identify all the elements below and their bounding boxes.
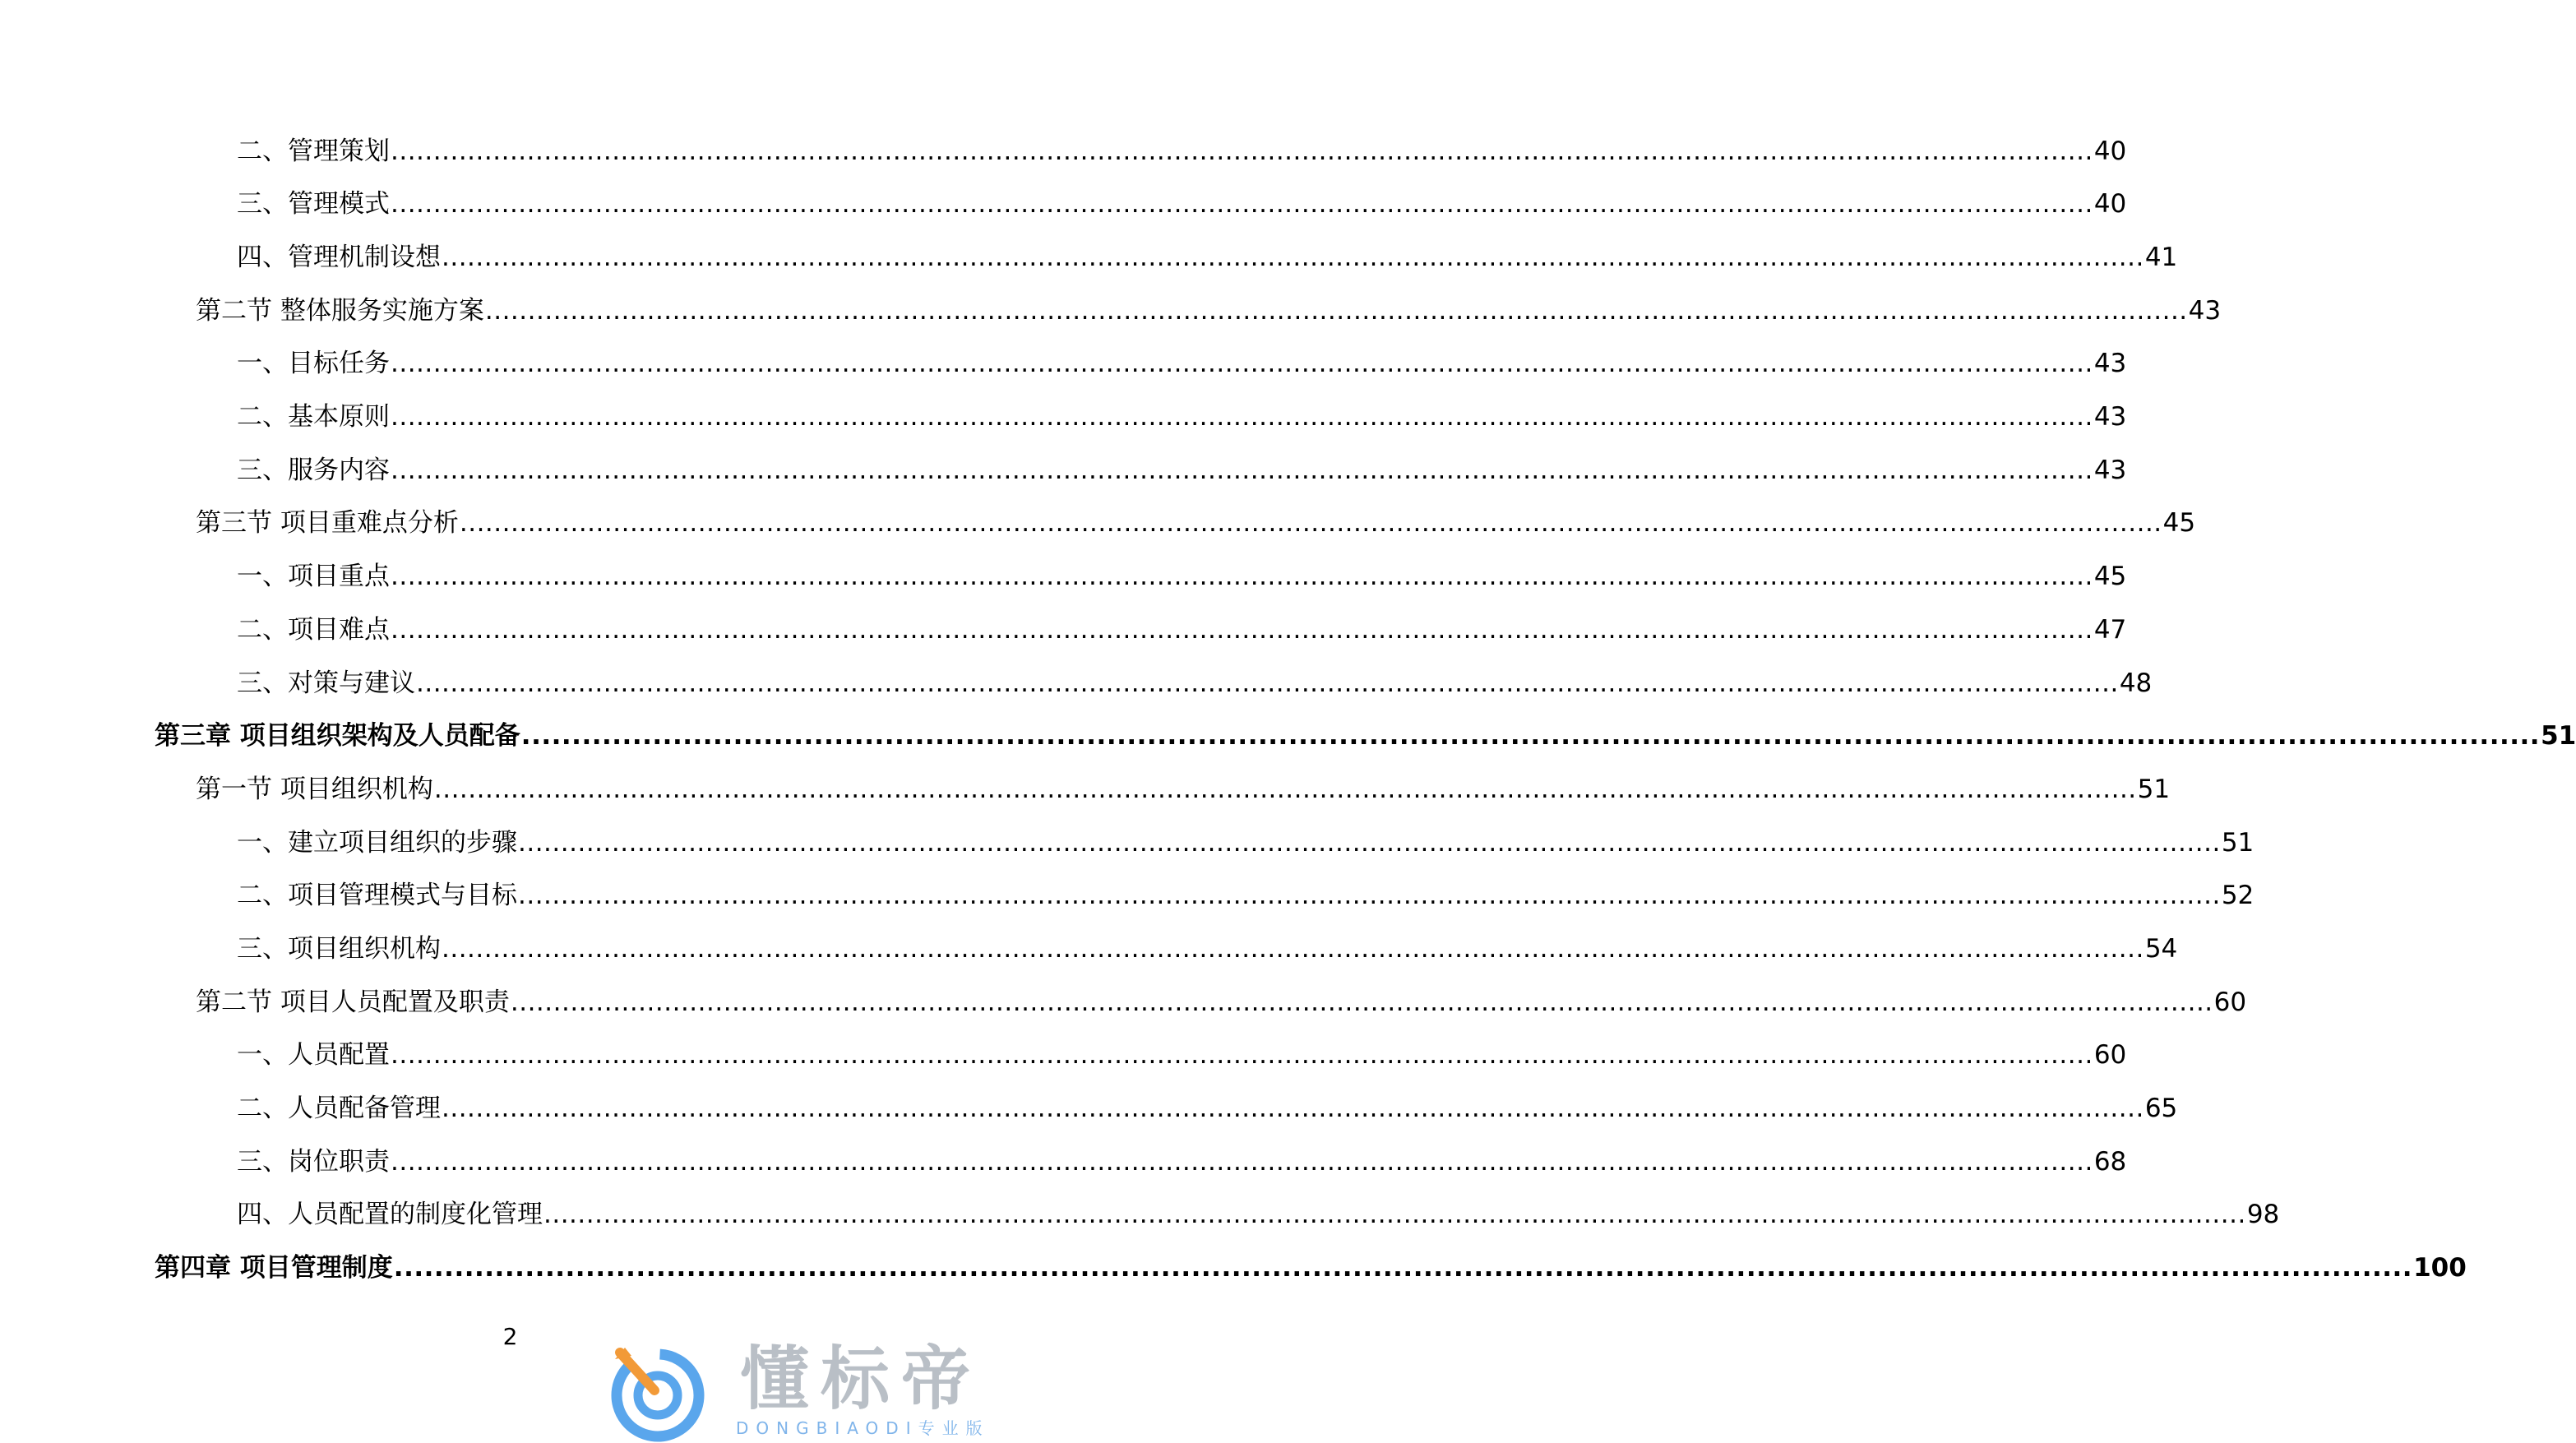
page-number: 2 — [502, 1323, 518, 1350]
toc-dot-leader: ........................................................................................................................................................................................................ — [518, 828, 2221, 858]
toc-dot-leader: ........................................................................................................................................................................................................ — [391, 1040, 2093, 1070]
toc-entry-page: 60 — [2093, 1040, 2127, 1070]
toc-entry[interactable] — [237, 825, 2255, 861]
toc-entry[interactable] — [155, 1250, 2467, 1286]
toc-entry[interactable] — [196, 984, 2247, 1020]
toc-entry-title: 四、人员配置的制度化管理 — [237, 1200, 543, 1229]
toc-dot-leader: ........................................................................................................................................................................................................ — [391, 189, 2093, 219]
toc-entry-title: 三、管理模式 — [237, 189, 390, 219]
toc-dot-leader: ........................................................................................................................................................................................................ — [393, 1253, 2413, 1283]
toc-dot-leader: ........................................................................................................................................................................................................ — [459, 508, 2162, 538]
toc-entry[interactable] — [237, 345, 2127, 382]
toc-entry-title: 一、建立项目组织的步骤 — [237, 828, 517, 858]
toc-entry-page: 68 — [2093, 1147, 2127, 1177]
toc-entry-page: 48 — [2119, 668, 2153, 698]
toc-dot-leader: ........................................................................................................................................................................................................ — [433, 775, 2137, 804]
toc-entry[interactable] — [237, 931, 2178, 967]
toc-entry-page: 51 — [2137, 775, 2171, 804]
toc-entry-title: 二、项目管理模式与目标 — [237, 881, 517, 910]
toc-entry[interactable] — [237, 612, 2127, 648]
toc-entry-title: 第三节 项目重难点分析 — [196, 508, 459, 538]
toc-dot-leader: ........................................................................................................................................................................................................ — [484, 296, 2188, 326]
toc-dot-leader: ........................................................................................................................................................................................................ — [416, 668, 2119, 698]
toc-entry-page: 65 — [2144, 1094, 2178, 1123]
toc-entry-page: 45 — [2093, 562, 2127, 591]
toc-entry-page: 60 — [2213, 987, 2247, 1017]
toc-entry[interactable] — [237, 399, 2127, 435]
toc-entry[interactable] — [196, 771, 2171, 807]
toc-entry[interactable] — [237, 558, 2127, 594]
toc-entry-title: 第二节 整体服务实施方案 — [196, 296, 484, 326]
toc-entry-page: 43 — [2188, 296, 2222, 326]
toc-dot-leader: ........................................................................................................................................................................................................ — [391, 402, 2093, 432]
toc-entry-page: 43 — [2093, 456, 2127, 485]
toc-entry-title: 三、服务内容 — [237, 456, 390, 485]
toc-entry[interactable] — [155, 718, 2576, 754]
toc-entry-page: 52 — [2221, 881, 2255, 910]
watermark-logo — [608, 1336, 1020, 1442]
toc-entry-title: 一、人员配置 — [237, 1040, 390, 1070]
toc-entry-page: 98 — [2246, 1200, 2280, 1229]
toc-entry-page: 40 — [2093, 189, 2127, 219]
toc-entry-title: 四、管理机制设想 — [237, 243, 441, 272]
toc-entry[interactable] — [237, 665, 2153, 701]
toc-entry[interactable] — [237, 877, 2255, 913]
target-arrow-icon — [608, 1341, 710, 1443]
watermark-brand: 懂标帝 — [740, 1339, 983, 1419]
toc-entry-page: 45 — [2162, 508, 2196, 538]
toc-entry-title: 二、人员配备管理 — [237, 1094, 441, 1123]
toc-entry-title: 第一节 项目组织机构 — [196, 775, 433, 804]
toc-dot-leader: ........................................................................................................................................................................................................ — [520, 721, 2541, 751]
toc-entry-title: 三、岗位职责 — [237, 1147, 390, 1177]
toc-entry-page: 100 — [2413, 1253, 2467, 1283]
toc-entry-title: 一、目标任务 — [237, 349, 390, 378]
toc-dot-leader: ........................................................................................................................................................................................................ — [518, 881, 2221, 910]
toc-dot-leader: ........................................................................................................................................................................................................ — [442, 1094, 2144, 1123]
toc-entry[interactable] — [237, 1196, 2280, 1233]
toc-dot-leader: ........................................................................................................................................................................................................ — [442, 243, 2144, 272]
toc-entry[interactable] — [196, 293, 2222, 329]
toc-dot-leader: ........................................................................................................................................................................................................ — [391, 456, 2093, 485]
toc-entry[interactable] — [237, 239, 2178, 275]
toc-entry-title: 二、项目难点 — [237, 615, 390, 645]
toc-entry-page: 43 — [2093, 349, 2127, 378]
toc-entry-title: 三、对策与建议 — [237, 668, 415, 698]
toc-entry-title: 二、管理策划 — [237, 136, 390, 166]
toc-entry-title: 第二节 项目人员配置及职责 — [196, 987, 510, 1017]
toc-entry[interactable] — [237, 452, 2127, 488]
toc-dot-leader: ........................................................................................................................................................................................................ — [391, 1147, 2093, 1177]
toc-entry[interactable] — [237, 1144, 2127, 1180]
toc-dot-leader: ........................................................................................................................................................................................................ — [442, 934, 2144, 964]
toc-dot-leader: ........................................................................................................................................................................................................ — [391, 562, 2093, 591]
toc-entry-page: 51 — [2221, 828, 2255, 858]
toc-entry[interactable] — [237, 1037, 2127, 1073]
toc-entry[interactable] — [237, 133, 2127, 169]
toc-dot-leader: ........................................................................................................................................................................................................ — [391, 349, 2093, 378]
toc-entry-page: 54 — [2144, 934, 2178, 964]
toc-entry[interactable] — [237, 186, 2127, 222]
toc-dot-leader: ........................................................................................................................................................................................................ — [391, 615, 2093, 645]
toc-entry[interactable] — [196, 505, 2196, 541]
toc-entry-title: 三、项目组织机构 — [237, 934, 441, 964]
toc-entry-title: 一、项目重点 — [237, 562, 390, 591]
toc-entry-title: 第四章 项目管理制度 — [155, 1253, 393, 1283]
toc-entry-page: 51 — [2541, 721, 2576, 751]
toc-entry-title: 二、基本原则 — [237, 402, 390, 432]
toc-dot-leader: ........................................................................................................................................................................................................ — [543, 1200, 2246, 1229]
toc-dot-leader: ........................................................................................................................................................................................................ — [510, 987, 2213, 1017]
toc-dot-leader: ........................................................................................................................................................................................................ — [391, 136, 2093, 166]
toc-entry-title: 第三章 项目组织架构及人员配备 — [155, 721, 520, 751]
toc-entry-page: 47 — [2093, 615, 2127, 645]
watermark-subtitle: DONGBIAODI专业版 — [736, 1418, 990, 1438]
toc-entry-page: 41 — [2144, 243, 2178, 272]
toc-entry-page: 40 — [2093, 136, 2127, 166]
toc-entry[interactable] — [237, 1090, 2178, 1126]
toc-entry-page: 43 — [2093, 402, 2127, 432]
